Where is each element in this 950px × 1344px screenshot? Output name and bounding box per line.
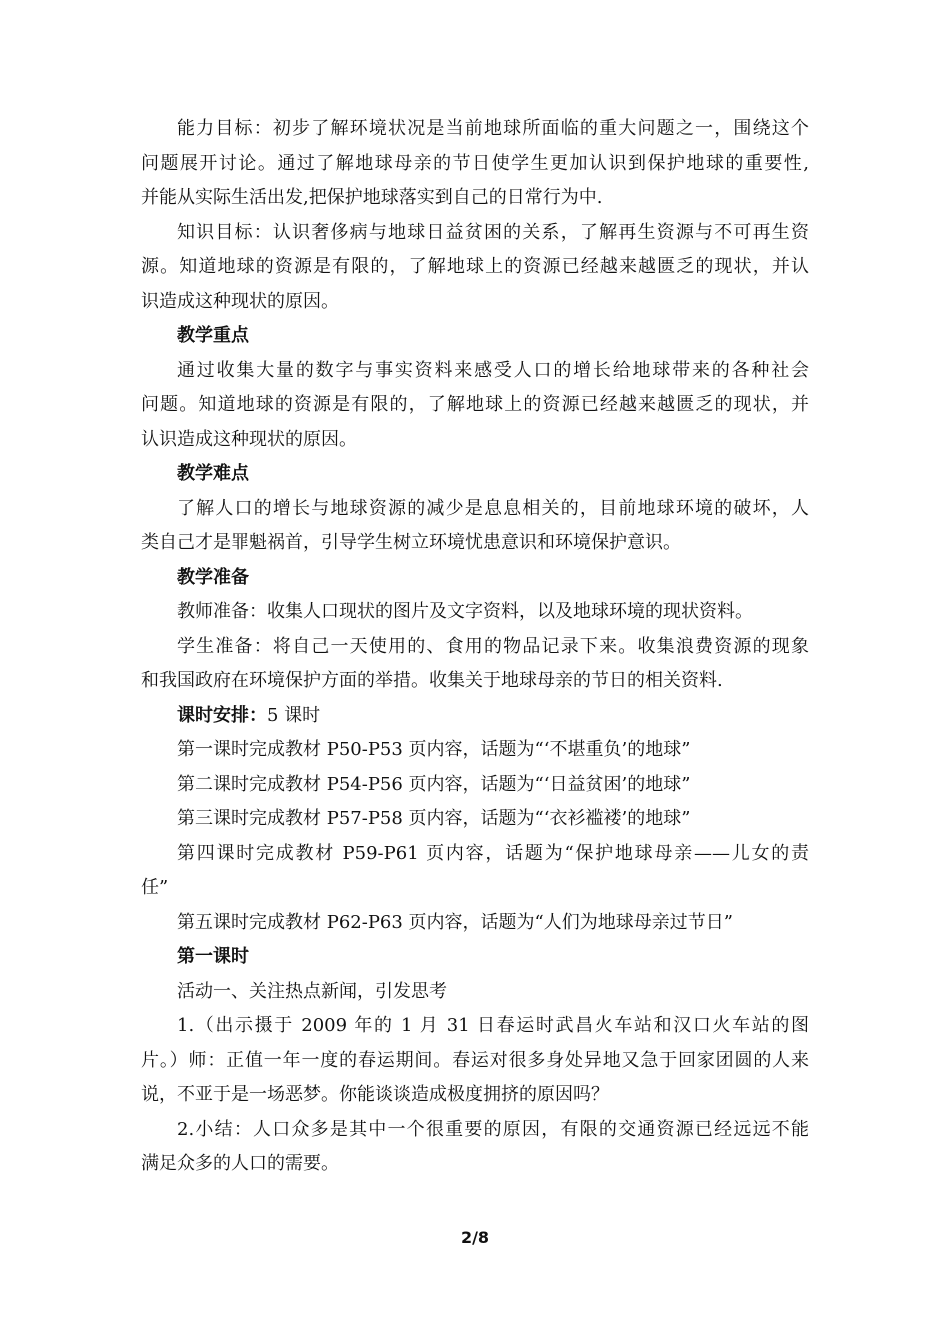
paragraph-line: 学生准备：将自己一天使用的、食用的物品记录下来。收集浪费资源的现象	[177, 635, 809, 657]
paragraph-line: 满足众多的人口的需要。	[141, 1153, 339, 1174]
paragraph-line: 1.（出示摄于 2009 年的 1 月 31 日春运时武昌火车站和汉口火车站的图	[177, 1015, 809, 1036]
paragraph-line: 源。知道地球的资源是有限的，了解地球上的资源已经越来越匮乏的现状，并认	[141, 256, 809, 277]
paragraph-line: 第一课时完成教材 P50-P53 页内容，话题为“‘不堪重负’的地球”	[177, 739, 691, 760]
section-heading: 第一课时	[177, 946, 249, 967]
page-total: 8	[477, 1228, 490, 1247]
paragraph-line: 2.小结：人口众多是其中一个很重要的原因，有限的交通资源已经远远不能	[177, 1118, 809, 1140]
paragraph-line: 通过收集大量的数字与事实资料来感受人口的增长给地球带来的各种社会	[177, 359, 809, 381]
section-heading: 教学准备	[177, 566, 249, 588]
page-number: 2	[460, 1228, 473, 1247]
paragraph-line: 第五课时完成教材 P62-P63 页内容，话题为“人们为地球母亲过节日”	[177, 911, 733, 933]
paragraph-line: 教师准备：收集人口现状的图片及文字资料，以及地球环境的现状资料。	[177, 601, 753, 622]
paragraph-line: 第三课时完成教材 P57-P58 页内容，话题为“‘衣衫褴褛’的地球”	[177, 808, 691, 829]
paragraph-line: 第二课时完成教材 P54-P56 页内容，话题为“‘日益贫困’的地球”	[177, 773, 691, 795]
paragraph-line: 知识目标：认识奢侈病与地球日益贫困的关系，了解再生资源与不可再生资	[177, 221, 809, 243]
section-heading: 教学重点	[177, 325, 249, 346]
schedule-value: 5 课时	[267, 704, 321, 726]
paragraph-line: 活动一、关注热点新闻，引发思考	[177, 980, 447, 1002]
paragraph-line: 说，不亚于是一场恶梦。你能谈谈造成极度拥挤的原因吗？	[141, 1084, 609, 1105]
paragraph-line: 问题。知道地球的资源是有限的，了解地球上的资源已经越来越匮乏的现状，并	[141, 394, 809, 415]
schedule-label: 课时安排：	[177, 704, 267, 726]
paragraph-line: 能力目标：初步了解环境状况是当前地球所面临的重大问题之一，围绕这个	[177, 118, 809, 139]
page-content	[141, 112, 809, 1182]
paragraph-line: 第四课时完成教材 P59-P61 页内容，话题为“保护地球母亲——儿女的责	[177, 842, 809, 864]
paragraph-line: 问题展开讨论。通过了解地球母亲的节日使学生更加认识到保护地球的重要性,	[141, 152, 809, 174]
section-heading: 教学难点	[177, 463, 249, 484]
paragraph-line: 类自己才是罪魁祸首，引导学生树立环境忧患意识和环境保护意识。	[141, 532, 681, 553]
schedule-line	[141, 699, 809, 734]
paragraph-line: 任”	[141, 877, 169, 898]
paragraph-line: 片。）师：正值一年一度的春运期间。春运对很多身处异地又急于回家团圆的人来	[141, 1049, 809, 1071]
paragraph-line: 认识造成这种现状的原因。	[141, 428, 357, 450]
paragraph-line: 了解人口的增长与地球资源的减少是息息相关的，目前地球环境的破坏，人	[177, 497, 809, 519]
page-separator: /	[472, 1228, 478, 1247]
paragraph-line: 和我国政府在环境保护方面的举措。收集关于地球母亲的节日的相关资料.	[141, 670, 723, 691]
paragraph-line: 并能从实际生活出发,把保护地球落实到自己的日常行为中.	[141, 187, 603, 208]
page-number-footer	[0, 1228, 950, 1247]
paragraph-line: 识造成这种现状的原因。	[141, 290, 339, 312]
